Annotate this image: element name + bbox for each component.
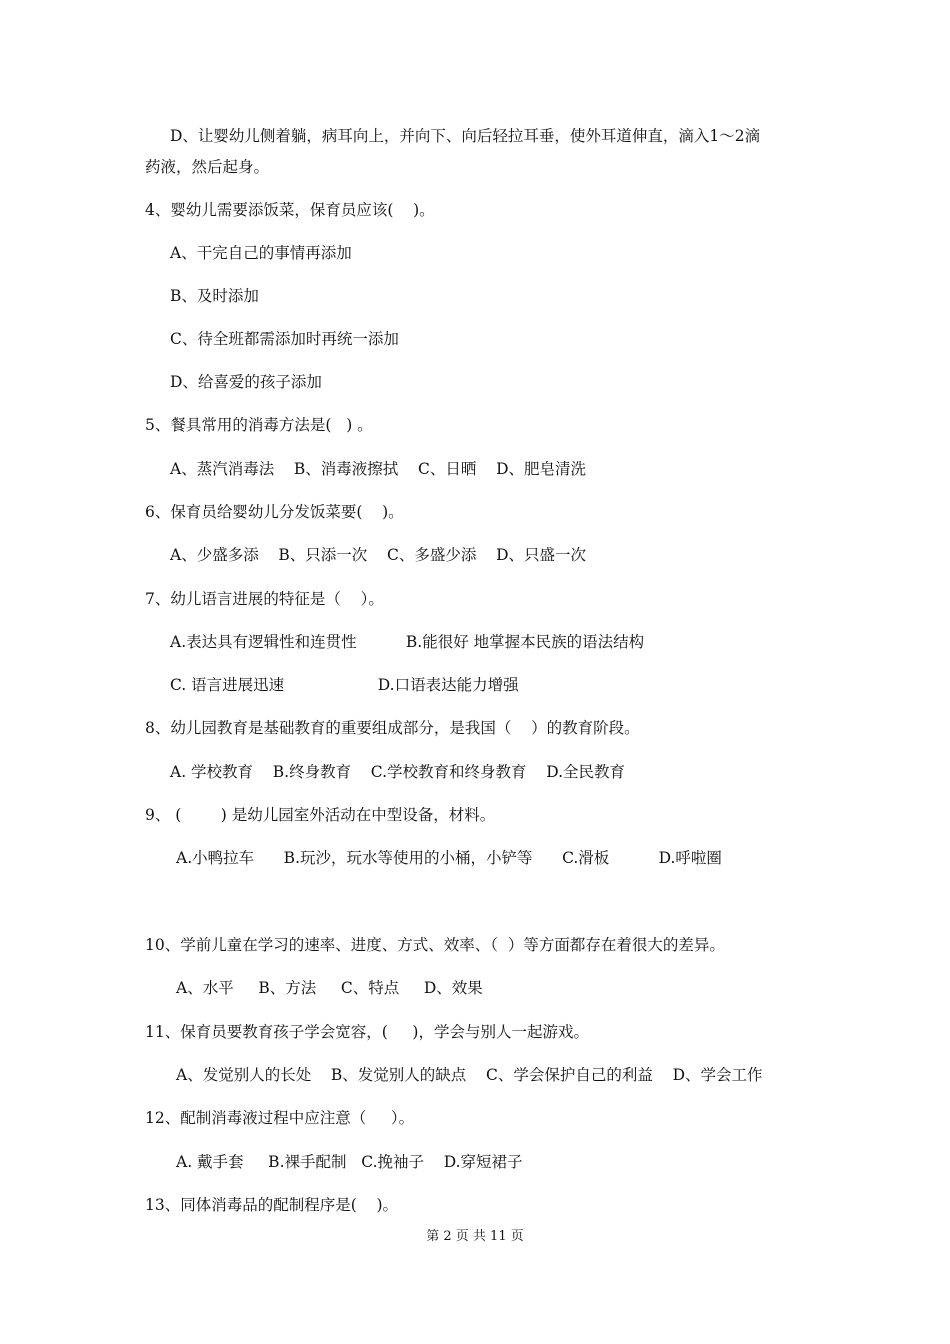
question-8-options: A. 学校教育 B.终身教育 C.学校教育和终身教育 D.全民教育 <box>170 763 626 781</box>
question-7: 7、幼儿语言进展的特征是（ ）。 <box>145 590 384 608</box>
question-10-options: A、水平 B、方法 C、特点 D、效果 <box>176 979 483 997</box>
question-11-options: A、发觉别人的长处 B、发觉别人的缺点 C、学会保护自己的利益 D、学会工作 <box>176 1066 763 1084</box>
question-4-option-d: D、给喜爱的孩子添加 <box>170 373 322 391</box>
question-5: 5、餐具常用的消毒方法是( ) 。 <box>145 416 373 434</box>
question-7-options-ab: A.表达具有逻辑性和连贯性 B.能很好 地掌握本民族的语法结构 <box>170 633 645 651</box>
question-12: 12、配制消毒液过程中应注意（ ）。 <box>145 1109 415 1127</box>
question-4-option-a: A、干完自己的事情再添加 <box>170 244 352 262</box>
question-4: 4、婴幼儿需要添饭菜，保育员应该( )。 <box>145 201 435 219</box>
question-4-option-c: C、待全班都需添加时再统一添加 <box>170 330 399 348</box>
question-5-options: A、蒸汽消毒法 B、消毒液擦拭 C、日晒 D、肥皂清洗 <box>170 460 586 478</box>
question-11: 11、保育员要教育孩子学会宽容，( )，学会与别人一起游戏。 <box>145 1023 589 1041</box>
question-9-options: A.小鸭拉车 B.玩沙，玩水等使用的小桶，小铲等 C.滑板 D.呼啦圈 <box>176 849 722 867</box>
q3-option-d-line2: 药液，然后起身。 <box>145 158 270 176</box>
question-4-option-b: B、及时添加 <box>170 287 259 305</box>
question-9: 9、 ( ) 是幼儿园室外活动在中型设备，材料。 <box>145 806 496 824</box>
question-8: 8、幼儿园教育是基础教育的重要组成部分，是我国（ ）的教育阶段。 <box>145 719 640 737</box>
q3-option-d-line1: D、让婴幼儿侧着躺，病耳向上，并向下、向后轻拉耳垂，使外耳道伸直，滴入1～2滴 <box>170 127 761 145</box>
page-footer: 第 2 页 共 11 页 <box>426 1229 524 1244</box>
question-7-options-cd: C. 语言进展迅速 D.口语表达能力增强 <box>170 676 519 694</box>
question-6-options: A、少盛多添 B、只添一次 C、多盛少添 D、只盛一次 <box>170 546 586 564</box>
question-12-options: A. 戴手套 B.裸手配制 C.挽袖子 D.穿短裙子 <box>176 1153 523 1171</box>
question-13: 13、同体消毒品的配制程序是( )。 <box>145 1196 399 1214</box>
question-6: 6、保育员给婴幼儿分发饭菜要( )。 <box>145 503 404 521</box>
question-10: 10、学前儿童在学习的速率、进度、方式、效率、（ ）等方面都存在着很大的差异。 <box>145 936 725 954</box>
